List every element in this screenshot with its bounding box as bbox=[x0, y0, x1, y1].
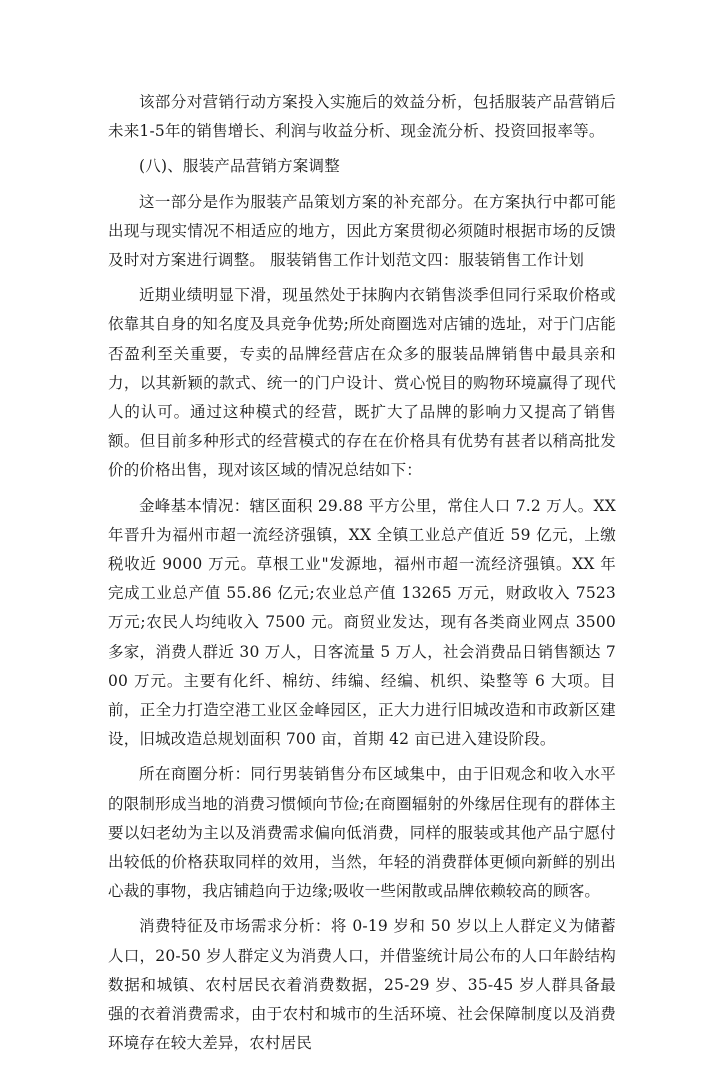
paragraph-benefit-analysis: 该部分对营销行动方案投入实施后的效益分析，包括服装产品营销后未来1-5年的销售增长、利润与收益分析、现金流分析、投资回报率等。 bbox=[108, 93, 616, 141]
paragraph-adjustment: 这一部分是作为服装产品策划方案的补充部分。在方案执行中都可能出现与现实情况不相适应的地方，因此方案贯彻必须随时根据市场的反馈及时对方案进行调整。 服装销售工作计划范文四：服装销售工作计划 bbox=[108, 192, 616, 270]
paragraph-jinfeng-overview: 金峰基本情况：辖区面积 29.88 平方公里，常住人口 7.2 万人。XX 年晋升为福州市超一流经济强镇，XX 全镇工业总产值近 59 亿元，上缴税收近 9000 万元。草根工业"发源地，福州市超一流经济强镇。XX 年完成工业总产值 55.86 亿元;农业总产值 13265 万元，财政收入 7523 万元;农民人均纯收入 7500 元。商贸业发达，现有各类商业网点 3500 多家，消费人群近 30 万人，日客流量 5 万人，社会消费品日销售额达 700 万元。主要有化纤、棉纺、纬编、经编、机织、染整等 6 大项。目前，正全力打造空港工业区金峰园区，正大力进行旧城改造和市政新区建设，旧城改造总规划面积 700 亩，首期 42 亩已进入建设阶段。 bbox=[108, 496, 616, 749]
paragraph-recent-performance: 近期业绩明显下滑，现虽然处于抹胸内衣销售淡季但同行采取价格或依靠其自身的知名度及具竞争优势;所处商圈选对店铺的选址，对于门店能否盈利至关重要，专卖的品牌经营店在众多的服装品牌销售中最具亲和力，以其新颖的款式、统一的门户设计、赏心悦目的购物环境赢得了现代人的认可。通过这种模式的经营，既扩大了品牌的影响力又提高了销售额。但目前多种形式的经营模式的存在在价格具有优势有甚者以稍高批发价的价格出售，现对该区域的情况总结如下： bbox=[108, 286, 616, 480]
document-page bbox=[108, 88, 616, 1065]
paragraph-trade-area-analysis: 所在商圈分析：同行男装销售分布区域集中，由于旧观念和收入水平的限制形成当地的消费习惯倾向节俭;在商圈辐射的外缘居住现有的群体主要以妇老幼为主以及消费需求偏向低消费，同样的服装或其他产品宁愿付出较低的价格获取同样的效用，当然，年轻的消费群体更倾向新鲜的别出心裁的事物，我店铺趋向于边缘;吸收一些闲散或品牌依赖较高的顾客。 bbox=[108, 765, 616, 901]
paragraph-consumer-analysis: 消费特征及市场需求分析：将 0-19 岁和 50 岁以上人群定义为储蓄人口，20-50 岁人群定义为消费人口，并借鉴统计局公布的人口年龄结构数据和城镇、农村居民衣着消费数据，25-29 岁、35-45 岁人群具备最强的衣着消费需求，由于农村和城市的生活环境、社会保障制度以及消费环境存在较大差异，农村居民 bbox=[108, 917, 616, 1053]
section-heading-adjustment: (八)、服装产品营销方案调整 bbox=[139, 157, 340, 176]
